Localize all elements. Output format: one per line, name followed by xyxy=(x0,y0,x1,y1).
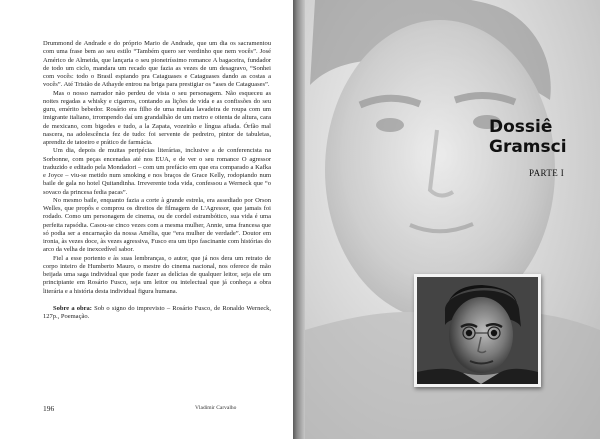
page-number: 196 xyxy=(43,404,55,413)
left-page xyxy=(0,0,293,439)
title-line: Gramsci xyxy=(489,137,567,157)
article-body xyxy=(43,40,271,380)
book-note xyxy=(43,305,271,322)
page-footer xyxy=(43,404,271,414)
spine-gutter xyxy=(293,0,305,439)
running-author: Vladimir Carvalho xyxy=(195,405,237,411)
dossier-subtitle: PARTE I xyxy=(529,168,565,178)
paragraph: Um dia, depois de muitas peripécias literárias, inclusive a de conferencista na Sorbonne, com peças encenadas até nos EUA, e de ver o seu romance O agressor traduzido e editado pela Mondadori – com um prefácio em que era comparado a Kafka e Joyce – viu-se metido num smoking e nos braços de Grace Kelly, rodopiando num baile de gala no hotel Quitandinha. Irreverente toda vida, confessou a Werneck que “o sovaco da princesa fedia pacas”. xyxy=(43,147,271,196)
paragraph: Fiel a esse portento e às suas lembranças, o autor, que já nos dera um retrato de corpo inteiro de Humberto Mauro, o mestre do cinema nacional, nos oferece de mão beijada uma saga individual que pode fazer as delícias de qualquer leitor, seja ele um principiante em Rosário Fusco, seja um leitor ou intelectual que já conheça a obra literária e a história desta individual figura humana. xyxy=(43,254,271,295)
paragraph: No mesmo baile, enquanto fazia a corte à grande estrela, era assediado por Orson Welles, que propôs e comprou os direitos de filmagem de L'Agressor, que jamais foi rodado. Como um personagem de cinema, ou de cordel estrambótico, sua vida é uma perfeita rapsódia. Casou-se cinco vezes com a mesma mulher, Annie, uma francesa que só podia ser a encarnação da nossa Amélia, que “era mulher de verdade”. Doutor em ironia, às vezes doce, às vezes agressiva, Fusco era um tipo fascinante com histórias do arco da velha de inexcedível sabor. xyxy=(43,196,271,254)
paragraph: Mas o nosso narrador não perdeu de vista o seu personagem. Não esqueceu as noites regadas a whisky e cigarros, contando as lições de vida e as confissões do seu guru, emérito bebedor. Rosário era filho de uma mulata lavadeira de roupa com um imigrante italiano, irrompendo daí um grandalhão de um metro e oitenta de altura, cara de mexicano, com bigodes e tudo, a la Zapata, vozeirão e língua afiada. Órfão mal nascera, na adolescência fez de tudo: foi servente de pedreiro, pintor de tabuletas, aprendiz de tatoeiro e prático de farmácia. xyxy=(43,89,271,146)
title-line: Dossiê xyxy=(489,117,553,137)
book-note-label: Sobre a obra: xyxy=(53,304,92,312)
dossier-title xyxy=(489,117,599,157)
portrait-photo xyxy=(417,277,538,384)
right-page xyxy=(305,0,600,439)
paragraph: Drummond de Andrade e do próprio Mario de Andrade, que um dia os sacramentou com uma frase bem ao seu estilo “Também quero ser verdinho que nem vocês”. José Américo de Almeida, que lançaria o seu pioneiríssimo romance A bagaceira, fundador de todo um ciclo, mandara um recado que fazia as vezes de um desagravo, “Sonhei com vocês: todo o Brasil espiando pra Cataguases e Cataguases dando as costas a vocês”. Até Tristão de Athayde entrou na briga para prestigiar os “ases de Cataguases”. xyxy=(43,40,271,89)
portrait-photo-frame xyxy=(414,274,541,387)
book-note-text: Sob o signo do imprevisto – Rosário Fusco, de Ronaldo Werneck, 127p., Poemação. xyxy=(43,304,271,320)
